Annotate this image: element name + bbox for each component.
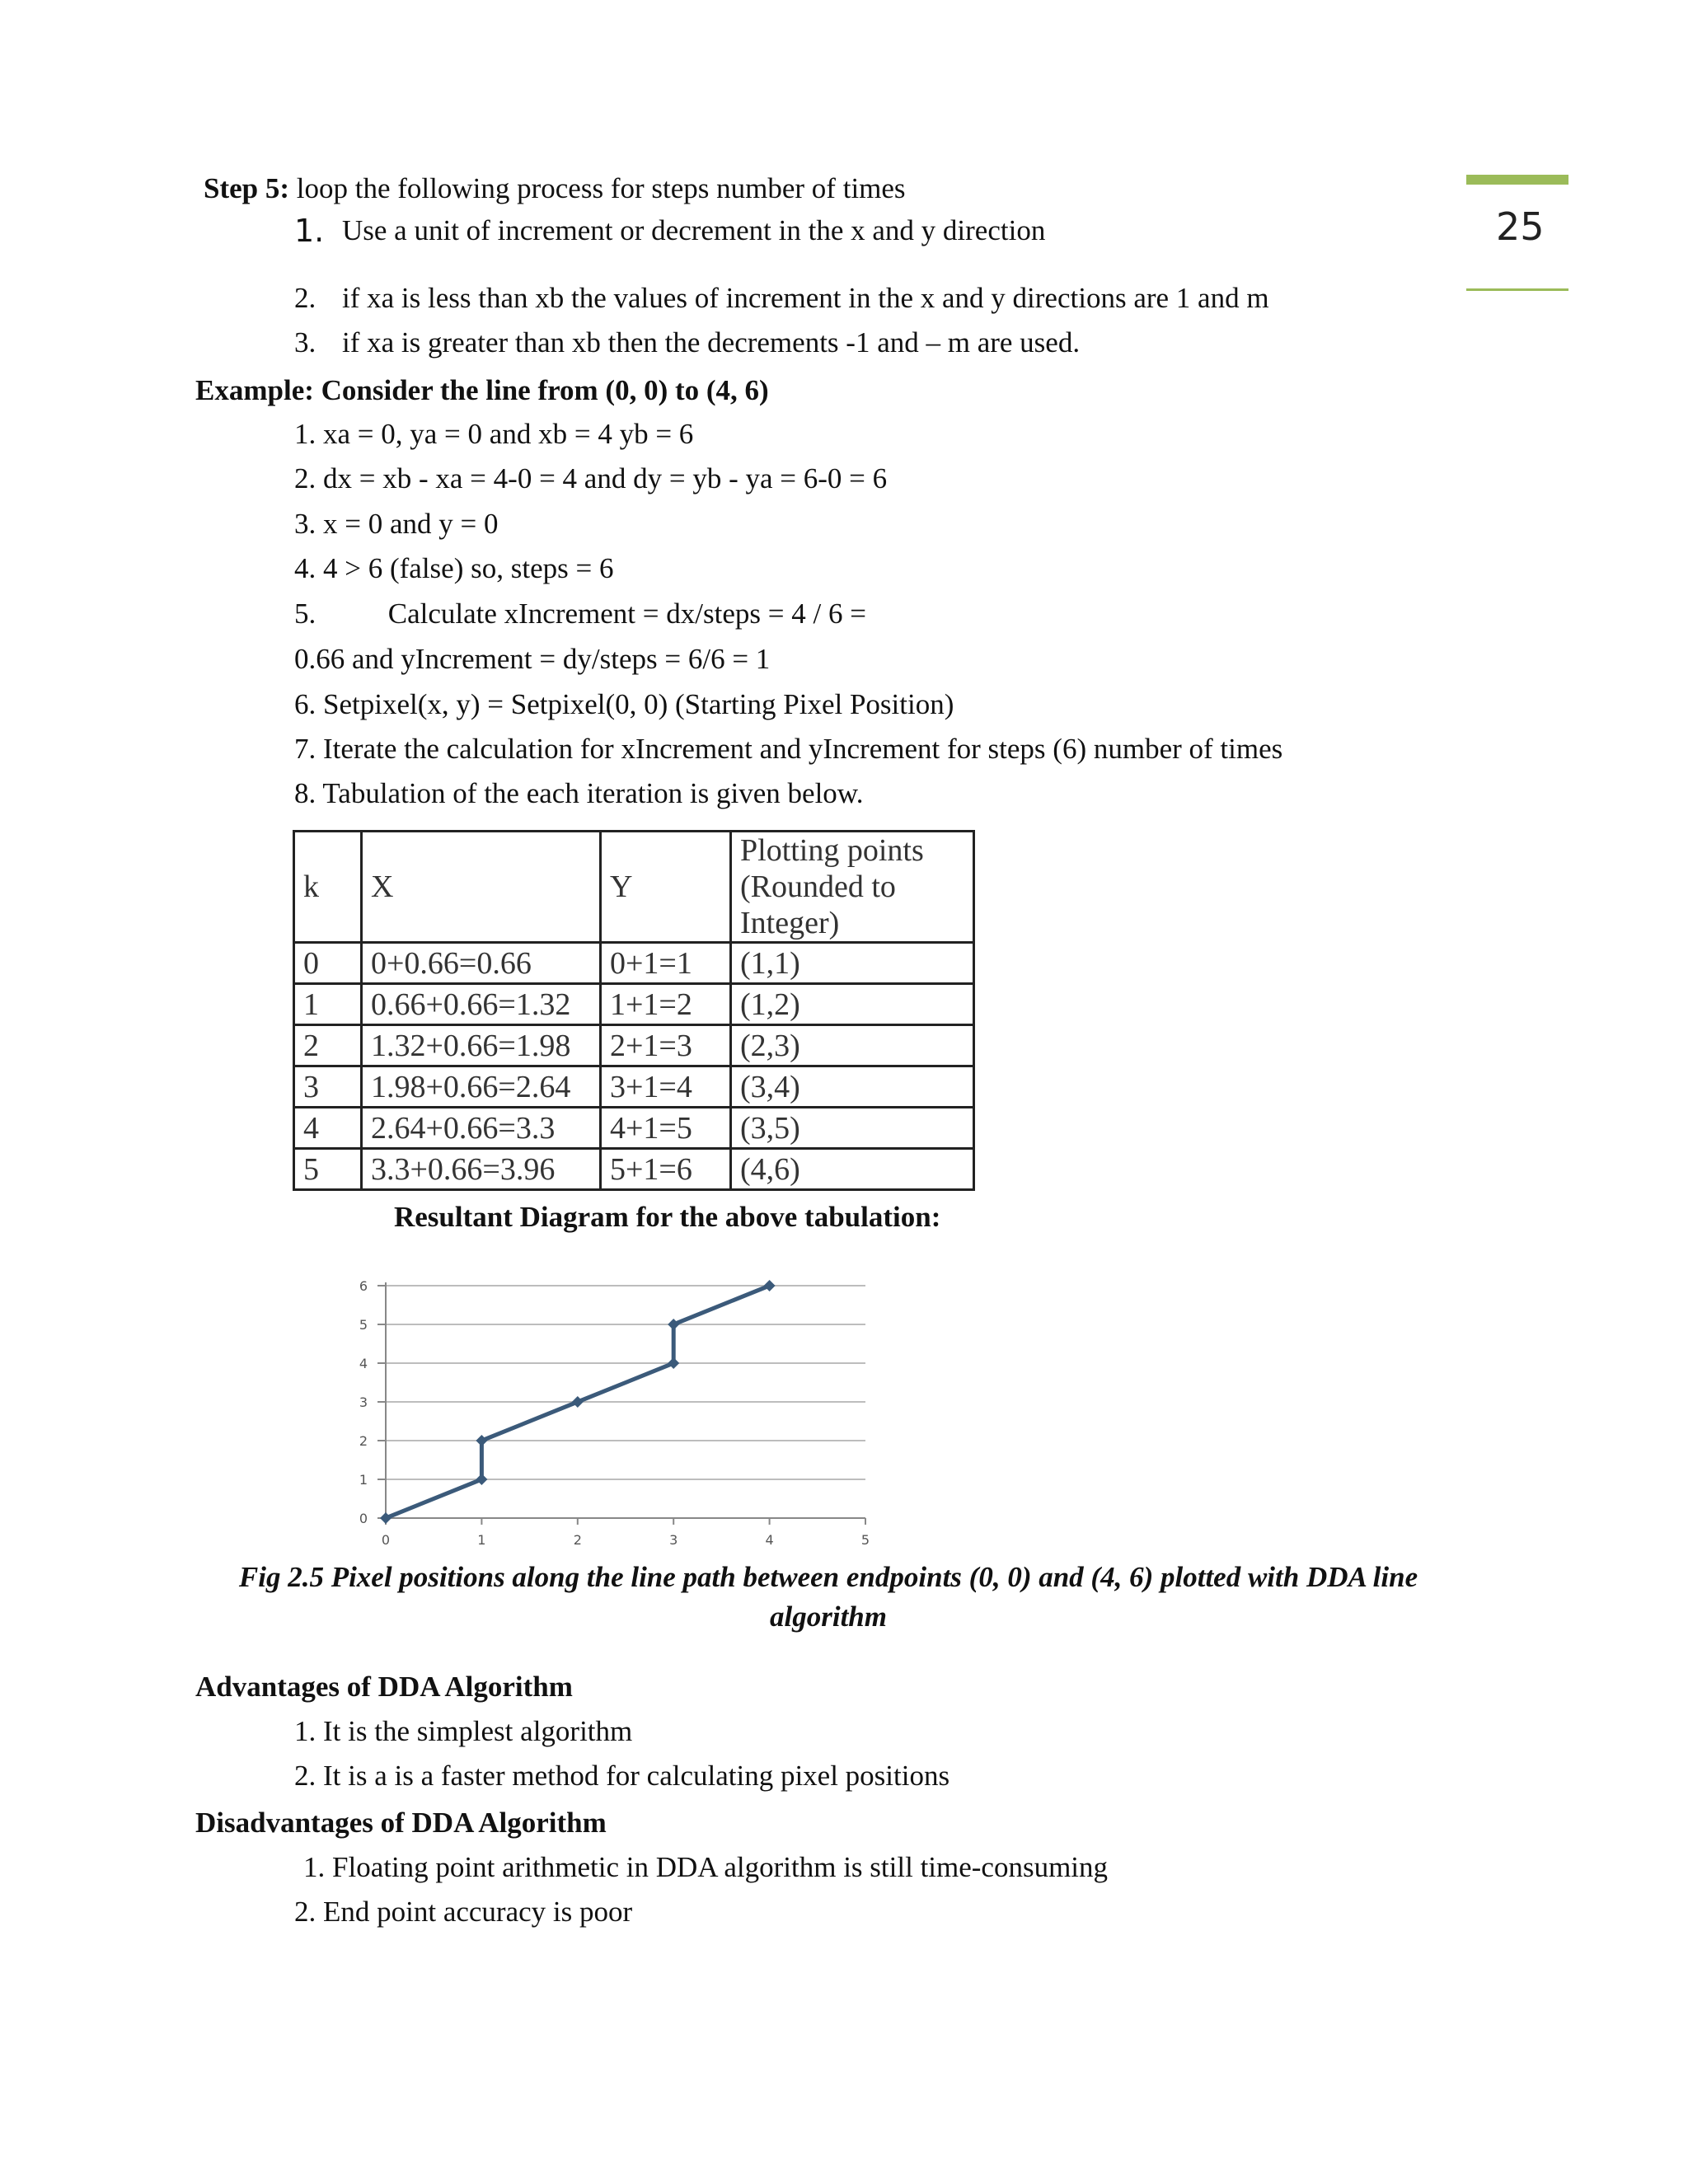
example-line: 0.66 and yIncrement = dy/steps = 6/6 = 1 bbox=[294, 643, 771, 675]
step5-item-2 bbox=[294, 280, 1269, 316]
cell-y: 0+1=1 bbox=[601, 943, 731, 984]
data-point-marker bbox=[668, 1357, 679, 1369]
diagram-heading: Resultant Diagram for the above tabulation: bbox=[394, 1201, 941, 1233]
cell-point: (3,4) bbox=[731, 1066, 974, 1108]
disadvantages-item: 1. Floating point arithmetic in DDA algorithm is still time-consuming bbox=[303, 1851, 1109, 1883]
disadvantages-heading: Disadvantages of DDA Algorithm bbox=[195, 1807, 607, 1839]
header-divider bbox=[1466, 288, 1568, 291]
cell-k: 3 bbox=[294, 1066, 362, 1108]
cell-point: (2,3) bbox=[731, 1025, 974, 1066]
data-point-marker bbox=[572, 1396, 584, 1408]
y-tick-label: 4 bbox=[359, 1356, 368, 1371]
step5-item-text: if xa is less than xb the values of increment in the x and y directions are 1 and m bbox=[342, 282, 1269, 314]
data-point-marker bbox=[476, 1435, 487, 1446]
cell-k: 5 bbox=[294, 1149, 362, 1190]
dda-line-chart bbox=[346, 1265, 882, 1554]
table-header-row bbox=[294, 832, 974, 943]
data-point-marker bbox=[380, 1512, 392, 1524]
cell-y: 5+1=6 bbox=[601, 1149, 731, 1190]
example-line: 8. Tabulation of the each iteration is given below. bbox=[294, 777, 864, 809]
advantages-item: 2. It is a is a faster method for calculating pixel positions bbox=[294, 1760, 950, 1792]
cell-y: 3+1=4 bbox=[601, 1066, 731, 1108]
cell-x: 3.3+0.66=3.96 bbox=[362, 1149, 601, 1190]
page-number: 25 bbox=[1496, 204, 1545, 249]
header-k: k bbox=[294, 832, 362, 943]
example-line: 4. 4 > 6 (false) so, steps = 6 bbox=[294, 552, 614, 584]
step5-line bbox=[204, 171, 906, 207]
y-tick-label: 6 bbox=[359, 1278, 368, 1294]
step5-item-1 bbox=[294, 213, 1046, 251]
cell-x: 1.32+0.66=1.98 bbox=[362, 1025, 601, 1066]
step5-item-number: 2. bbox=[294, 282, 316, 314]
header-y: Y bbox=[601, 832, 731, 943]
cell-k: 2 bbox=[294, 1025, 362, 1066]
y-tick-label: 5 bbox=[359, 1317, 368, 1333]
disadvantages-item: 2. End point accuracy is poor bbox=[294, 1896, 633, 1928]
x-tick-label: 2 bbox=[573, 1532, 582, 1548]
cell-x: 2.64+0.66=3.3 bbox=[362, 1108, 601, 1149]
table-row bbox=[294, 1149, 974, 1190]
example-line: 6. Setpixel(x, y) = Setpixel(0, 0) (Starting Pixel Position) bbox=[294, 688, 954, 720]
table-row bbox=[294, 1025, 974, 1066]
data-point-marker bbox=[668, 1319, 679, 1330]
header-x: X bbox=[362, 832, 601, 943]
cell-y: 4+1=5 bbox=[601, 1108, 731, 1149]
cell-point: (3,5) bbox=[731, 1108, 974, 1149]
step5-text: loop the following process for steps number of times bbox=[289, 172, 906, 204]
cell-y: 2+1=3 bbox=[601, 1025, 731, 1066]
example-line: 5. Calculate xIncrement = dx/steps = 4 / 6 = bbox=[294, 598, 866, 630]
step5-item-number: 3. bbox=[294, 326, 316, 359]
header-accent-bar bbox=[1466, 175, 1568, 185]
y-tick-label: 2 bbox=[359, 1433, 368, 1449]
step5-item-text: Use a unit of increment or decrement in the x and y direction bbox=[342, 214, 1046, 246]
cell-point: (1,1) bbox=[731, 943, 974, 984]
table-row bbox=[294, 1066, 974, 1108]
x-tick-label: 3 bbox=[669, 1532, 678, 1548]
figure-caption: Fig 2.5 Pixel positions along the line path between endpoints (0, 0) and (4, 6) plotted with DDA line algorithm bbox=[238, 1561, 1418, 1633]
step5-item-number: 1. bbox=[294, 213, 325, 249]
cell-k: 4 bbox=[294, 1108, 362, 1149]
y-tick-label: 1 bbox=[359, 1472, 368, 1488]
example-heading: Example: Consider the line from (0, 0) to (4, 6) bbox=[195, 374, 769, 406]
cell-point: (1,2) bbox=[731, 984, 974, 1025]
x-tick-label: 1 bbox=[477, 1532, 486, 1548]
step5-label: Step 5: bbox=[204, 172, 290, 204]
cell-k: 0 bbox=[294, 943, 362, 984]
example-line: 7. Iterate the calculation for xIncrement and yIncrement for steps (6) number of times bbox=[294, 733, 1283, 765]
iteration-table bbox=[293, 830, 975, 1191]
table-row bbox=[294, 984, 974, 1025]
cell-x: 1.98+0.66=2.64 bbox=[362, 1066, 601, 1108]
x-tick-label: 0 bbox=[381, 1532, 391, 1548]
example-line: 1. xa = 0, ya = 0 and xb = 4 yb = 6 bbox=[294, 418, 694, 450]
cell-point: (4,6) bbox=[731, 1149, 974, 1190]
header-plotting-points bbox=[731, 832, 974, 943]
example-line: 3. x = 0 and y = 0 bbox=[294, 508, 499, 540]
y-tick-label: 3 bbox=[359, 1394, 368, 1410]
x-tick-label: 5 bbox=[860, 1532, 870, 1548]
cell-x: 0.66+0.66=1.32 bbox=[362, 984, 601, 1025]
step5-item-text: if xa is greater than xb then the decrements -1 and – m are used. bbox=[342, 326, 1081, 359]
header-plotting-line2: (Rounded to Integer) bbox=[740, 869, 896, 940]
advantages-heading: Advantages of DDA Algorithm bbox=[195, 1671, 573, 1703]
x-tick-label: 4 bbox=[765, 1532, 774, 1548]
advantages-item: 1. It is the simplest algorithm bbox=[294, 1715, 633, 1747]
table-row bbox=[294, 943, 974, 984]
y-tick-label: 0 bbox=[359, 1511, 368, 1526]
example-line: 2. dx = xb - xa = 4-0 = 4 and dy = yb - ya = 6-0 = 6 bbox=[294, 462, 888, 494]
data-point-marker bbox=[764, 1280, 776, 1291]
cell-x: 0+0.66=0.66 bbox=[362, 943, 601, 984]
step5-item-3 bbox=[294, 325, 1081, 361]
table-row bbox=[294, 1108, 974, 1149]
cell-y: 1+1=2 bbox=[601, 984, 731, 1025]
cell-k: 1 bbox=[294, 984, 362, 1025]
header-plotting-line1: Plotting points bbox=[740, 833, 924, 868]
data-point-marker bbox=[476, 1474, 487, 1485]
